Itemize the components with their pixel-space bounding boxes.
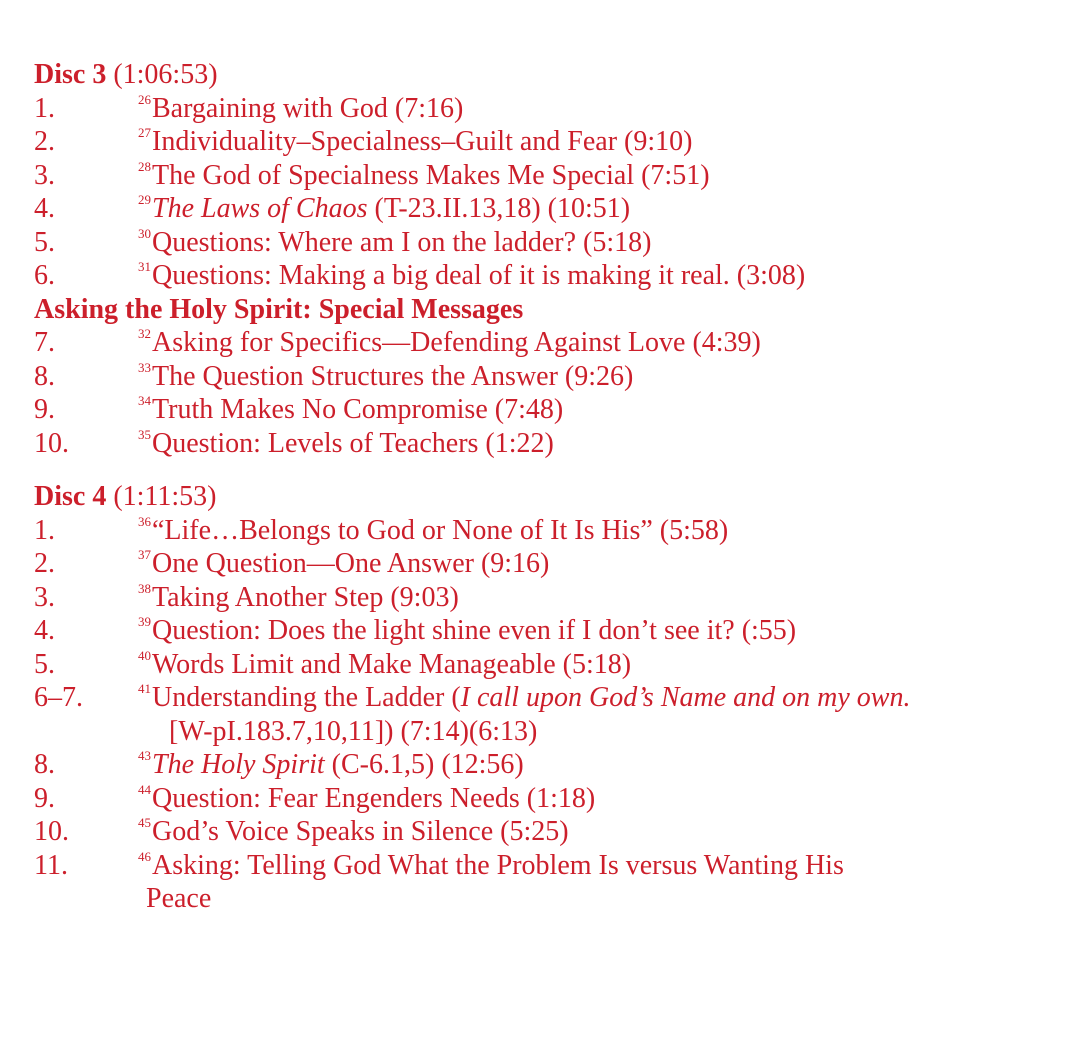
track-number: 6. xyxy=(34,260,55,291)
track-text: Truth Makes No Compromise (7:48) xyxy=(152,394,564,425)
track-title xyxy=(138,92,463,130)
track-title xyxy=(138,815,569,853)
track-footnote-number: 39 xyxy=(138,614,151,629)
disc-4-duration: (1:11:53) xyxy=(113,481,217,512)
track-title xyxy=(138,748,524,786)
track-number: 4. xyxy=(34,193,55,224)
track-row xyxy=(34,159,1064,193)
track-text: (T-23.II.13,18) (10:51) xyxy=(367,193,631,224)
track-text: Words Limit and Make Manageable (5:18) xyxy=(152,648,632,680)
track-number: 1. xyxy=(34,514,55,546)
track-footnote-number: 40 xyxy=(138,647,151,663)
track-number: 5. xyxy=(34,648,55,680)
disc-4-title: Disc 4 xyxy=(34,481,107,512)
track-footnote-number: 34 xyxy=(138,393,151,408)
track-text: Question: Does the light shine even if I don’t see it? (:55) xyxy=(152,615,797,646)
track-row xyxy=(34,648,1064,682)
track-title xyxy=(138,547,549,585)
track-title xyxy=(138,326,761,364)
track-title xyxy=(138,581,459,619)
track-title xyxy=(138,192,630,230)
track-row xyxy=(34,259,1064,293)
track-footnote-number: 30 xyxy=(138,225,151,241)
track-row xyxy=(34,815,1064,849)
track-number: 7. xyxy=(34,327,55,358)
track-title xyxy=(138,427,554,465)
track-number: 1. xyxy=(34,92,55,124)
track-row xyxy=(34,782,1064,816)
track-footnote-number: 33 xyxy=(138,359,151,375)
track-title xyxy=(138,614,796,652)
track-number: 4. xyxy=(34,615,55,646)
track-number: 3. xyxy=(34,581,55,613)
track-text: Asking for Specifics—Defending Against Love (4:39) xyxy=(152,327,761,358)
track-footnote-number: 31 xyxy=(138,259,151,274)
track-italic-text: The Laws of Chaos xyxy=(152,193,368,224)
track-footnote-number: 28 xyxy=(138,158,151,174)
track-text: Asking: Telling God What the Problem Is versus Wanting His xyxy=(152,849,844,881)
section-heading: Asking the Holy Spirit: Special Messages xyxy=(34,293,524,325)
track-row-continuation xyxy=(34,715,1064,749)
track-title xyxy=(138,514,728,552)
track-footnote-number: 26 xyxy=(138,91,151,107)
track-row xyxy=(34,748,1064,782)
track-row-continuation xyxy=(34,882,1064,916)
track-number: 10. xyxy=(34,427,69,459)
track-text: Questions: Making a big deal of it is making it real. (3:08) xyxy=(152,260,806,291)
disc-3-title: Disc 3 xyxy=(34,59,107,90)
track-row xyxy=(34,92,1064,126)
track-number: 8. xyxy=(34,749,55,780)
track-number: 9. xyxy=(34,394,55,425)
track-footnote-number: 32 xyxy=(138,326,151,341)
track-footnote-number: 44 xyxy=(138,781,151,797)
track-footnote-number: 41 xyxy=(138,681,151,696)
track-text: (C-6.1,5) (12:56) xyxy=(324,749,524,780)
track-number: 6–7. xyxy=(34,682,83,713)
track-row xyxy=(34,581,1064,615)
track-footnote-number: 35 xyxy=(138,426,151,442)
track-number: 3. xyxy=(34,159,55,191)
track-footnote-number: 43 xyxy=(138,748,151,763)
disc-3-header xyxy=(34,58,1064,92)
track-row xyxy=(34,326,1064,360)
track-number: 9. xyxy=(34,782,55,814)
track-number: 10. xyxy=(34,816,69,847)
track-title xyxy=(138,360,633,398)
track-text: Bargaining with God (7:16) xyxy=(152,92,464,124)
track-row xyxy=(34,360,1064,394)
track-row xyxy=(34,849,1064,883)
track-title xyxy=(138,393,563,431)
track-text: God’s Voice Speaks in Silence (5:25) xyxy=(152,816,569,847)
track-row xyxy=(34,614,1064,648)
track-text: Understanding the Ladder ( xyxy=(152,682,461,713)
track-text: “Life…Belongs to God or None of It Is His” (5:58) xyxy=(152,514,729,546)
track-row xyxy=(34,514,1064,548)
track-text: The God of Specialness Makes Me Special (7:51) xyxy=(152,159,710,191)
track-title xyxy=(138,681,910,719)
track-title xyxy=(138,259,805,297)
track-continuation: [W-pI.183.7,10,11]) (7:14)(6:13) xyxy=(169,715,538,747)
track-title xyxy=(138,226,651,264)
track-row xyxy=(34,125,1064,159)
track-continuation: Peace xyxy=(146,883,212,914)
track-row xyxy=(34,192,1064,226)
track-text: Question: Levels of Teachers (1:22) xyxy=(152,427,554,459)
track-title xyxy=(138,125,692,163)
track-row xyxy=(34,427,1064,461)
track-footnote-number: 45 xyxy=(138,815,151,830)
track-text: One Question—One Answer (9:16) xyxy=(152,548,550,579)
track-number: 2. xyxy=(34,548,55,579)
track-number: 11. xyxy=(34,849,68,881)
track-italic-text: I call upon God’s Name and on my own. xyxy=(460,682,911,713)
track-footnote-number: 27 xyxy=(138,125,151,140)
track-number: 8. xyxy=(34,360,55,392)
track-footnote-number: 38 xyxy=(138,580,151,596)
track-row xyxy=(34,393,1064,427)
disc-3-duration: (1:06:53) xyxy=(113,59,218,90)
track-text: Question: Fear Engenders Needs (1:18) xyxy=(152,782,596,814)
track-text: The Question Structures the Answer (9:26) xyxy=(152,360,634,392)
track-listing xyxy=(34,58,1064,916)
track-title xyxy=(138,782,595,820)
track-row xyxy=(34,226,1064,260)
track-text: Taking Another Step (9:03) xyxy=(152,581,459,613)
track-title xyxy=(138,849,844,887)
track-title xyxy=(138,648,631,686)
track-footnote-number: 37 xyxy=(138,547,151,562)
track-number: 5. xyxy=(34,226,55,258)
track-row xyxy=(34,681,1064,715)
track-italic-text: The Holy Spirit xyxy=(152,749,325,780)
track-text: Questions: Where am I on the ladder? (5:18) xyxy=(152,226,652,258)
track-footnote-number: 29 xyxy=(138,192,151,207)
disc-4-header xyxy=(34,480,1064,514)
track-title xyxy=(138,159,710,197)
track-number: 2. xyxy=(34,126,55,157)
track-footnote-number: 36 xyxy=(138,513,151,529)
track-footnote-number: 46 xyxy=(138,848,151,864)
track-text: Individuality–Specialness–Guilt and Fear (9:10) xyxy=(152,126,693,157)
track-row xyxy=(34,547,1064,581)
